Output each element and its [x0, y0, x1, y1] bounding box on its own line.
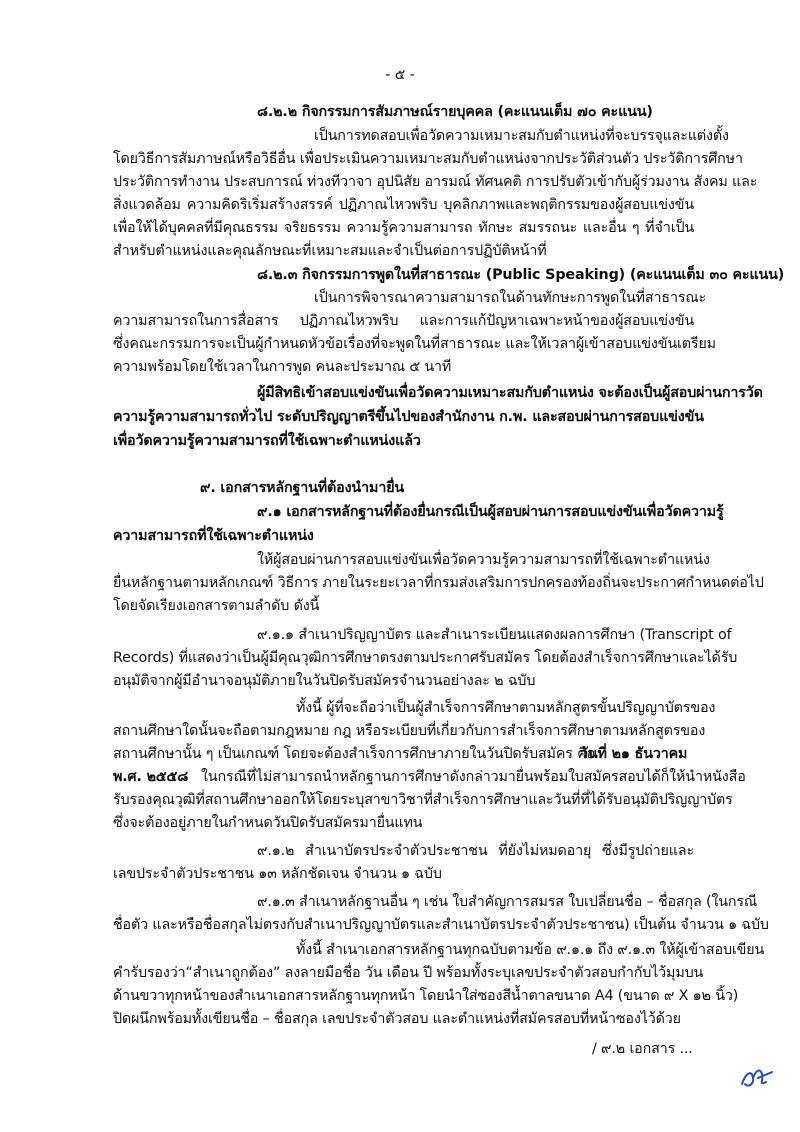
paragraph-line: สถานศึกษานั้น ๆ เป็นเกณฑ์ โดยจะต้องสำเร็จการศึกษาภายในวันปิดรับสมัคร คือ: [113, 746, 596, 762]
paragraph-line: สิ่งแวดล้อม ความคิดริเริ่มสร้างสรรค์ ปฏิภาณไหวพริบ บุคลิกภาพและพฤติกรรมของผู้สอบแข่งขัน: [113, 197, 694, 213]
paragraph-line: ชื่อตัว และหรือชื่อสกุลไม่ตรงกับสำเนาปริญญาบัตรและสำเนาบัตรประจำตัวประชาชน) เป็นต้น จำนวน ๑ ฉบับ: [113, 917, 769, 933]
paragraph-line: สำหรับตำแหน่งและคุณลักษณะที่เหมาะสมและจำเป็นต่อการปฏิบัติหน้าที่: [113, 243, 547, 259]
paragraph-line: ให้ผู้สอบผ่านการสอบแข่งขันเพื่อวัดความรู้ความสามารถที่ใช้เฉพาะตำแหน่ง: [257, 552, 710, 568]
heading-8-2-3: ๘.๒.๓ กิจกรรมการพูดในที่สาธารณะ (Public Speaking) (คะแนนเต็ม ๓๐ คะแนน): [257, 267, 785, 283]
paragraph-line: เป็นการพิจารณาความสามารถในด้านทักษะการพูดในที่สาธารณะ: [314, 290, 706, 306]
eligibility-note: เพื่อวัดความรู้ความสามารถที่ใช้เฉพาะตำแหน่งแล้ว: [113, 433, 421, 449]
deadline-year: พ.ศ. ๒๕๕๘: [113, 769, 189, 785]
section-9-heading: ๙. เอกสารหลักฐานที่ต้องนำมายื่น: [200, 480, 405, 496]
section-9-1-heading: ความสามารถที่ใช้เฉพาะตำแหน่ง: [113, 528, 314, 544]
paragraph-line: โดยวิธีการสัมภาษณ์หรือวิธีอื่น เพื่อประเมินความเหมาะสมกับตำแหน่งจากประวัติส่วนตัว ประวัติการศึกษา: [113, 151, 743, 167]
paragraph-line: ปิดผนึกพร้อมทั้งเขียนชื่อ – ชื่อสกุล เลขประจำตัวสอบ และตำแหน่งที่สมัครสอบที่หน้าซองไว้ด้วย: [113, 1011, 681, 1027]
eligibility-note: ความรู้ความสามารถทั่วไป ระดับปริญญาตรีขึ้นไปของสำนักงาน ก.พ. และสอบผ่านการสอบแข่งขัน: [113, 409, 704, 425]
item-9-1-1: ๙.๑.๑ สำเนาปริญญาบัตร และสำเนาระเบียนแสดงผลการศึกษา (Transcript of: [257, 627, 732, 643]
paragraph-line: สถานศึกษาใดนั้นจะถือตามกฎหมาย กฎ หรือระเบียบที่เกี่ยวกับการสำเร็จการศึกษาตามหลักสูตรของ: [113, 723, 706, 739]
paragraph-line: โดยจัดเรียงเอกสารตามลำดับ ดังนี้: [113, 598, 320, 614]
paragraph-line: คำรับรองว่า“สำเนาถูกต้อง” ลงลายมือชื่อ วัน เดือน ปี พร้อมทั้งระบุเลขประจำตัวสอบกำกับไว้มุมบน: [113, 965, 704, 981]
page-number: - ๕ -: [385, 67, 415, 83]
section-9-1-heading: ๙.๑ เอกสารหลักฐานที่ต้องยื่นกรณีเป็นผู้สอบผ่านการสอบแข่งขันเพื่อวัดความรู้: [257, 504, 724, 520]
continuation-marker: / ๙.๒ เอกสาร ...: [592, 1041, 693, 1057]
paragraph-line: ทั้งนี้ สำเนาเอกสารหลักฐานทุกฉบับตามข้อ ๙.๑.๑ ถึง ๙.๑.๓ ให้ผู้เข้าสอบเขียน: [296, 942, 765, 958]
paragraph-line: ทั้งนี้ ผู้ที่จะถือว่าเป็นผู้สำเร็จการศึกษาตามหลักสูตรขั้นปริญญาบัตรของ: [296, 700, 716, 716]
paragraph-line: เป็นการทดสอบเพื่อวัดความเหมาะสมกับตำแหน่งที่จะบรรจุและแต่งตั้ง: [314, 128, 729, 144]
paragraph-line: ด้านขวาทุกหน้าของสำเนาเอกสารหลักฐานทุกหน้า โดยนำใส่ซองสีน้ำตาลขนาด A4 (ขนาด ๙ X ๑๒ นิ้ว): [113, 988, 739, 1004]
paragraph-line: ความพร้อมโดยใช้เวลาในการพูด คนละประมาณ ๕ นาที: [113, 359, 452, 375]
item-9-1-3: ๙.๑.๓ สำเนาหลักฐานอื่น ๆ เช่น ใบสำคัญการสมรส ใบเปลี่ยนชื่อ – ชื่อสกุล (ในกรณี: [257, 894, 758, 910]
paragraph-line: อนุมัติจากผู้มีอำนาจอนุมัติภายในวันปิดรับสมัครจำนวนอย่างละ ๒ ฉบับ: [113, 673, 536, 689]
paragraph-line: ความสามารถในการสื่อสาร ปฏิภาณไหวพริบ และการแก้ปัญหาเฉพาะหน้าของผู้สอบแข่งขัน: [113, 313, 694, 329]
paragraph-line: ประวัติการทำงาน ประสบการณ์ ท่วงทีวาจา อุปนิสัย อารมณ์ ทัศนคติ การปรับตัวเข้ากับผู้ร่วมงาน สังคม และ: [113, 174, 758, 190]
paragraph-line: เพื่อให้ได้บุคคลที่มีคุณธรรม จริยธรรม ความรู้ความสามารถ ทักษะ สมรรถนะ และอื่น ๆ ที่จำเป็น: [113, 220, 694, 236]
heading-8-2-2: ๘.๒.๒ กิจกรรมการสัมภาษณ์รายบุคคล (คะแนนเต็ม ๗๐ คะแนน): [257, 104, 653, 120]
paragraph-line: ซึ่งจะต้องอยู่ภายในกำหนดวันปิดรับสมัครมายื่นแทน: [113, 815, 423, 831]
paragraph-line: รับรองคุณวุฒิที่สถานศึกษาออกให้โดยระบุสาขาวิชาที่สำเร็จการศึกษาและวันที่ที่ได้รับอนุมัติปริญญาบัตร: [113, 792, 733, 808]
paragraph-line: เลขประจำตัวประชาชน ๑๓ หลักชัดเจน จำนวน ๑ ฉบับ: [113, 866, 442, 882]
item-9-1-2: ๙.๑.๒ สำเนาบัตรประจำตัวประชาชน ที่ยังไม่หมดอายุ ซึ่งมีรูปถ่ายและ: [257, 843, 694, 859]
eligibility-note: ผู้มีสิทธิเข้าสอบแข่งขันเพื่อวัดความเหมาะสมกับตำแหน่ง จะต้องเป็นผู้สอบผ่านการวัด: [257, 385, 763, 401]
initials-signature: [736, 1064, 776, 1092]
paragraph-line: ยื่นหลักฐานตามหลักเกณฑ์ วิธีการ ภายในระยะเวลาที่กรมส่งเสริมการปกครองท้องถิ่นจะประกาศกำหนดต่อไป: [113, 575, 764, 591]
paragraph-line: ซึ่งคณะกรรมการจะเป็นผู้กำหนดหัวข้อเรื่องที่จะพูดในที่สาธารณะ และให้เวลาผู้เข้าสอบแข่งขันเตรียม: [113, 336, 716, 352]
paragraph-line: ในกรณีที่ไม่สามารถนำหลักฐานการศึกษาดังกล่าวมายื่นพร้อมใบสมัครสอบได้ก็ให้นำหนังสือ: [201, 769, 746, 785]
deadline-date: วันที่ ๒๑ ธันวาคม: [580, 746, 688, 762]
paragraph-line: Records) ที่แสดงว่าเป็นผู้มีคุณวุฒิการศึกษาตรงตามประกาศรับสมัคร โดยต้องสำเร็จการศึกษาและได้รับ: [113, 650, 738, 666]
